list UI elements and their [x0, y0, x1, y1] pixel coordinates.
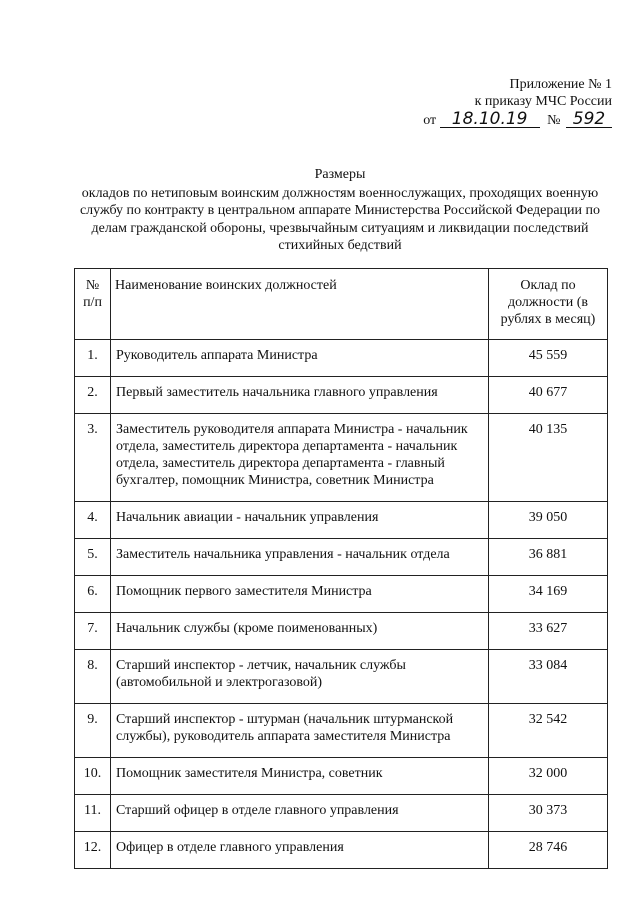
table-row — [75, 650, 608, 704]
from-label: от — [423, 113, 437, 128]
table-row — [75, 576, 608, 613]
row-salary: 34 169 — [489, 576, 608, 613]
row-salary: 45 559 — [489, 340, 608, 377]
appendix-date-number-line — [423, 111, 612, 129]
row-salary: 33 084 — [489, 650, 608, 704]
row-number: 1. — [75, 340, 111, 377]
handwritten-order-number: 592 — [566, 111, 612, 128]
row-number: 11. — [75, 795, 111, 832]
table-row — [75, 340, 608, 377]
document-title: Размеры — [314, 167, 366, 182]
row-salary: 33 627 — [489, 613, 608, 650]
row-number: 12. — [75, 832, 111, 869]
table-row — [75, 377, 608, 414]
appendix-title: Приложение № 1 — [509, 77, 612, 92]
document-subtitle: окладов по нетиповым воинским должностям военнослужащих, проходящих военную службу по контракту в центральном аппарате Министерства Российской Федерации по делам гражданской обороны, чрезвычайным ситуациям и ликвидации последствий стихийных бедствий — [79, 185, 601, 253]
handwritten-date: 18.10.19 — [440, 111, 540, 128]
appendix-order-reference: к приказу МЧС России — [474, 94, 612, 109]
table-row — [75, 502, 608, 539]
row-number: 5. — [75, 539, 111, 576]
row-salary: 28 746 — [489, 832, 608, 869]
row-number: 10. — [75, 758, 111, 795]
row-number: 2. — [75, 377, 111, 414]
table-row — [75, 414, 608, 502]
row-position-name: Заместитель начальника управления - начальник отдела — [111, 539, 489, 576]
row-number: 3. — [75, 414, 111, 502]
table-row — [75, 758, 608, 795]
table-row — [75, 795, 608, 832]
row-position-name: Старший офицер в отделе главного управления — [111, 795, 489, 832]
row-position-name: Старший инспектор - летчик, начальник службы (автомобильной и электрогазовой) — [111, 650, 489, 704]
header-salary: Оклад по должности (в рублях в месяц) — [489, 269, 608, 340]
row-position-name: Руководитель аппарата Министра — [111, 340, 489, 377]
row-salary: 32 000 — [489, 758, 608, 795]
row-position-name: Начальник службы (кроме поименованных) — [111, 613, 489, 650]
row-position-name: Помощник заместителя Министра, советник — [111, 758, 489, 795]
row-position-name: Начальник авиации - начальник управления — [111, 502, 489, 539]
table-row — [75, 704, 608, 758]
table-row — [75, 613, 608, 650]
row-position-name: Офицер в отделе главного управления — [111, 832, 489, 869]
row-number: 8. — [75, 650, 111, 704]
row-salary: 40 677 — [489, 377, 608, 414]
header-number: № п/п — [75, 269, 111, 340]
row-number: 7. — [75, 613, 111, 650]
appendix-block — [423, 76, 612, 129]
salary-table — [74, 268, 608, 869]
row-number: 6. — [75, 576, 111, 613]
row-position-name: Заместитель руководителя аппарата Министра - начальник отдела, заместитель директора департамента - начальник отдела, заместитель директора департамента - главный бухгалтер, помощник Министра, советник Министра — [111, 414, 489, 502]
table-header-row — [75, 269, 608, 340]
header-position-name: Наименование воинских должностей — [111, 269, 489, 340]
row-position-name: Старший инспектор - штурман (начальник штурманской службы), руководитель аппарата заместителя Министра — [111, 704, 489, 758]
table-row — [75, 539, 608, 576]
row-position-name: Первый заместитель начальника главного управления — [111, 377, 489, 414]
title-block — [70, 166, 610, 255]
row-salary: 40 135 — [489, 414, 608, 502]
row-salary: 30 373 — [489, 795, 608, 832]
row-salary: 32 542 — [489, 704, 608, 758]
row-number: 9. — [75, 704, 111, 758]
row-number: 4. — [75, 502, 111, 539]
number-label: № — [547, 113, 561, 128]
row-salary: 36 881 — [489, 539, 608, 576]
table-row — [75, 832, 608, 869]
row-position-name: Помощник первого заместителя Министра — [111, 576, 489, 613]
row-salary: 39 050 — [489, 502, 608, 539]
